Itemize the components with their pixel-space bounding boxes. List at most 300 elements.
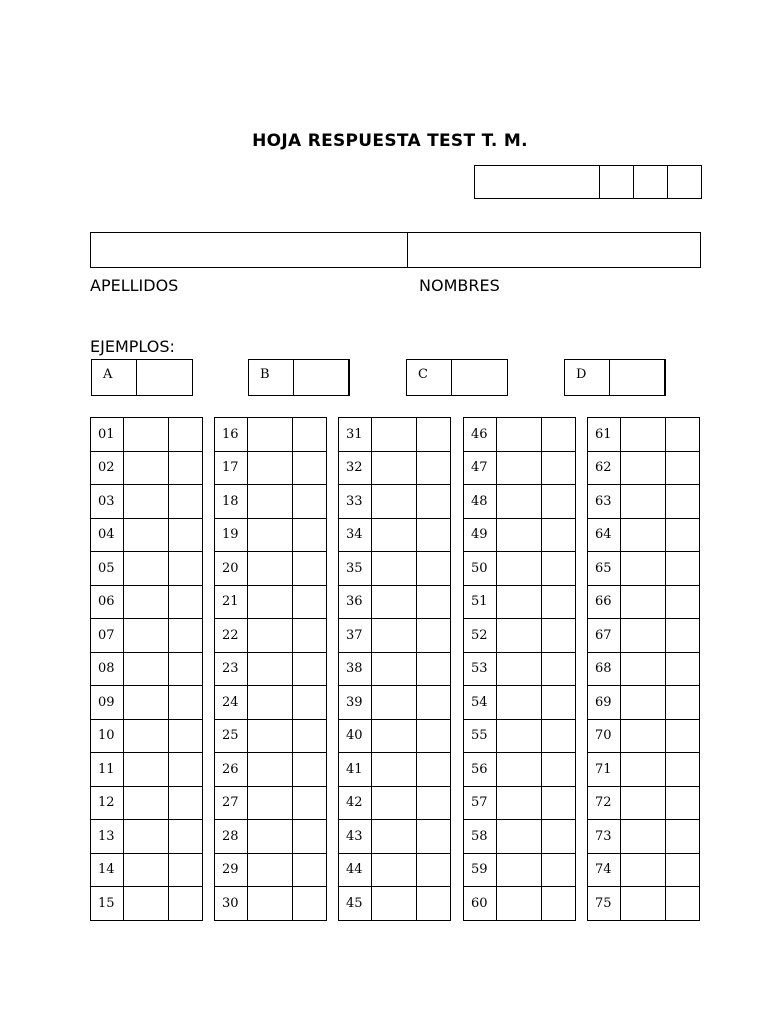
question-number: 24 (215, 686, 248, 720)
example-box-c (406, 359, 508, 396)
answer-cell[interactable] (497, 518, 542, 552)
question-number: 22 (215, 619, 248, 653)
answer-cell[interactable] (372, 853, 417, 887)
question-number: 43 (339, 820, 372, 854)
id-digit-cell[interactable] (600, 166, 634, 198)
answer-check-cell[interactable] (169, 786, 203, 820)
answer-cell[interactable] (372, 585, 417, 619)
answer-cell[interactable] (497, 853, 542, 887)
question-number: 21 (215, 585, 248, 619)
id-digit-cell[interactable] (634, 166, 668, 198)
answer-cell[interactable] (621, 652, 666, 686)
answer-check-cell[interactable] (542, 552, 576, 586)
question-number: 67 (588, 619, 621, 653)
answer-cell[interactable] (248, 820, 293, 854)
answer-row (588, 887, 700, 921)
question-number: 47 (464, 451, 497, 485)
answer-row (464, 887, 576, 921)
answer-row (215, 585, 327, 619)
answer-check-cell[interactable] (666, 451, 700, 485)
answer-cell[interactable] (621, 418, 666, 452)
answer-row (339, 518, 451, 552)
answer-check-cell[interactable] (293, 686, 327, 720)
question-number: 63 (588, 485, 621, 519)
answer-row (215, 485, 327, 519)
answer-cell[interactable] (372, 719, 417, 753)
question-number: 03 (91, 485, 124, 519)
answer-check-cell[interactable] (169, 753, 203, 787)
question-number: 51 (464, 585, 497, 619)
answer-row (339, 652, 451, 686)
answer-row (91, 518, 203, 552)
answer-row (588, 485, 700, 519)
question-number: 73 (588, 820, 621, 854)
answer-column-2 (214, 417, 327, 921)
answer-check-cell[interactable] (169, 552, 203, 586)
answer-row (339, 719, 451, 753)
answer-check-cell[interactable] (169, 585, 203, 619)
answer-row (91, 686, 203, 720)
answer-cell[interactable] (497, 451, 542, 485)
answer-cell[interactable] (248, 652, 293, 686)
answer-check-cell[interactable] (293, 786, 327, 820)
answer-cell[interactable] (621, 887, 666, 921)
answer-check-cell[interactable] (666, 887, 700, 921)
id-digit-cell[interactable] (668, 166, 701, 198)
example-box-d (564, 359, 666, 396)
answer-row (588, 652, 700, 686)
answer-cell[interactable] (248, 552, 293, 586)
answer-row (215, 652, 327, 686)
answer-row (215, 619, 327, 653)
question-number: 57 (464, 786, 497, 820)
answer-cell[interactable] (621, 619, 666, 653)
answer-check-cell[interactable] (666, 619, 700, 653)
id-code-field[interactable] (475, 166, 600, 198)
answer-check-cell[interactable] (293, 451, 327, 485)
answer-row (464, 485, 576, 519)
answer-cell[interactable] (248, 418, 293, 452)
answer-check-cell[interactable] (417, 619, 451, 653)
answer-check-cell[interactable] (417, 753, 451, 787)
answer-check-cell[interactable] (169, 853, 203, 887)
answer-check-cell[interactable] (417, 585, 451, 619)
answer-column-3 (338, 417, 451, 921)
answer-cell[interactable] (372, 518, 417, 552)
answer-check-cell[interactable] (417, 652, 451, 686)
answer-cell[interactable] (372, 786, 417, 820)
answer-row (464, 719, 576, 753)
answer-cell[interactable] (497, 585, 542, 619)
answer-check-cell[interactable] (417, 518, 451, 552)
answer-cell[interactable] (621, 451, 666, 485)
answer-check-cell[interactable] (542, 652, 576, 686)
question-number: 46 (464, 418, 497, 452)
question-number: 35 (339, 552, 372, 586)
answer-row (464, 451, 576, 485)
answer-cell[interactable] (497, 619, 542, 653)
answer-check-cell[interactable] (417, 887, 451, 921)
answer-check-cell[interactable] (293, 853, 327, 887)
answer-check-cell[interactable] (666, 686, 700, 720)
answer-row (464, 585, 576, 619)
answer-cell[interactable] (124, 652, 169, 686)
answer-cell[interactable] (372, 418, 417, 452)
answer-cell[interactable] (372, 451, 417, 485)
answer-cell[interactable] (497, 887, 542, 921)
answer-check-cell[interactable] (417, 485, 451, 519)
answer-row (91, 418, 203, 452)
answer-cell[interactable] (124, 753, 169, 787)
answer-check-cell[interactable] (417, 451, 451, 485)
answer-row (215, 853, 327, 887)
question-number: 48 (464, 485, 497, 519)
question-number: 02 (91, 451, 124, 485)
answer-cell[interactable] (497, 719, 542, 753)
answer-row (91, 853, 203, 887)
question-number: 61 (588, 418, 621, 452)
answer-cell[interactable] (124, 518, 169, 552)
answer-cell[interactable] (372, 652, 417, 686)
answer-column-1 (90, 417, 203, 921)
answer-cell[interactable] (248, 619, 293, 653)
answer-cell[interactable] (124, 820, 169, 854)
question-number: 45 (339, 887, 372, 921)
question-number: 19 (215, 518, 248, 552)
question-number: 42 (339, 786, 372, 820)
question-number: 40 (339, 719, 372, 753)
answer-cell[interactable] (372, 820, 417, 854)
answer-check-cell[interactable] (169, 518, 203, 552)
answer-cell[interactable] (124, 686, 169, 720)
answer-row (91, 887, 203, 921)
answer-row (464, 686, 576, 720)
answer-check-cell[interactable] (666, 719, 700, 753)
answer-cell[interactable] (248, 518, 293, 552)
answer-cell[interactable] (621, 820, 666, 854)
answer-row (588, 753, 700, 787)
question-number: 26 (215, 753, 248, 787)
answer-cell[interactable] (497, 686, 542, 720)
answer-row (91, 451, 203, 485)
answer-cell[interactable] (124, 719, 169, 753)
answer-cell[interactable] (497, 418, 542, 452)
id-code-box[interactable] (474, 165, 702, 199)
answer-row (339, 753, 451, 787)
answer-row (215, 451, 327, 485)
answer-cell[interactable] (621, 753, 666, 787)
answer-cell[interactable] (248, 585, 293, 619)
answer-check-cell[interactable] (666, 652, 700, 686)
answer-cell[interactable] (248, 686, 293, 720)
question-number: 25 (215, 719, 248, 753)
question-number: 59 (464, 853, 497, 887)
answer-row (588, 518, 700, 552)
answer-cell[interactable] (248, 853, 293, 887)
answer-row (464, 786, 576, 820)
question-number: 56 (464, 753, 497, 787)
answer-cell[interactable] (497, 753, 542, 787)
answer-row (339, 887, 451, 921)
question-number: 30 (215, 887, 248, 921)
question-number: 49 (464, 518, 497, 552)
answer-cell[interactable] (621, 719, 666, 753)
question-number: 58 (464, 820, 497, 854)
question-number: 34 (339, 518, 372, 552)
answer-cell[interactable] (372, 887, 417, 921)
answer-check-cell[interactable] (169, 652, 203, 686)
answer-check-cell[interactable] (293, 887, 327, 921)
answer-check-cell[interactable] (169, 719, 203, 753)
question-number: 62 (588, 451, 621, 485)
answer-cell[interactable] (497, 652, 542, 686)
question-number: 29 (215, 853, 248, 887)
answer-cell[interactable] (621, 853, 666, 887)
answer-check-cell[interactable] (417, 820, 451, 854)
answer-cell[interactable] (621, 518, 666, 552)
answer-row (588, 552, 700, 586)
question-number: 20 (215, 552, 248, 586)
answer-check-cell[interactable] (417, 853, 451, 887)
answer-row (588, 719, 700, 753)
answer-cell[interactable] (372, 485, 417, 519)
answer-cell[interactable] (497, 786, 542, 820)
example-answer-cell[interactable] (294, 360, 348, 395)
example-letter: D (565, 360, 610, 395)
example-answer-cell[interactable] (452, 360, 507, 395)
answer-cell[interactable] (497, 820, 542, 854)
question-number: 07 (91, 619, 124, 653)
answer-check-cell[interactable] (169, 820, 203, 854)
answer-cell[interactable] (248, 719, 293, 753)
question-number: 70 (588, 719, 621, 753)
answer-cell[interactable] (248, 753, 293, 787)
nombres-label: NOMBRES (419, 276, 500, 295)
answer-cell[interactable] (248, 451, 293, 485)
answer-cell[interactable] (124, 619, 169, 653)
answer-check-cell[interactable] (666, 418, 700, 452)
answer-check-cell[interactable] (666, 485, 700, 519)
answer-check-cell[interactable] (666, 820, 700, 854)
answer-check-cell[interactable] (293, 585, 327, 619)
answer-cell[interactable] (372, 552, 417, 586)
answer-cell[interactable] (621, 585, 666, 619)
answer-cell[interactable] (497, 552, 542, 586)
question-number: 10 (91, 719, 124, 753)
answer-check-cell[interactable] (666, 518, 700, 552)
answer-check-cell[interactable] (293, 753, 327, 787)
example-answer-cell[interactable] (137, 360, 192, 395)
question-number: 38 (339, 652, 372, 686)
example-letter: C (407, 360, 452, 395)
answer-row (215, 518, 327, 552)
answer-column-4 (463, 417, 576, 921)
answer-check-cell[interactable] (417, 786, 451, 820)
answer-cell[interactable] (124, 552, 169, 586)
answer-row (464, 820, 576, 854)
question-number: 28 (215, 820, 248, 854)
answer-check-cell[interactable] (666, 853, 700, 887)
answer-check-cell[interactable] (542, 418, 576, 452)
answer-check-cell[interactable] (542, 518, 576, 552)
answer-row (464, 418, 576, 452)
question-number: 65 (588, 552, 621, 586)
answer-check-cell[interactable] (417, 418, 451, 452)
answer-cell[interactable] (621, 786, 666, 820)
question-number: 13 (91, 820, 124, 854)
answer-cell[interactable] (372, 619, 417, 653)
answer-cell[interactable] (497, 485, 542, 519)
answer-check-cell[interactable] (542, 820, 576, 854)
nombres-field[interactable] (408, 233, 700, 267)
answer-row (215, 820, 327, 854)
question-number: 11 (91, 753, 124, 787)
question-number: 05 (91, 552, 124, 586)
answer-check-cell[interactable] (293, 652, 327, 686)
answer-cell[interactable] (124, 418, 169, 452)
question-number: 41 (339, 753, 372, 787)
answer-check-cell[interactable] (293, 619, 327, 653)
answer-check-cell[interactable] (417, 552, 451, 586)
question-number: 18 (215, 485, 248, 519)
question-number: 15 (91, 887, 124, 921)
answer-row (588, 418, 700, 452)
answer-row (588, 786, 700, 820)
answer-row (91, 552, 203, 586)
question-number: 75 (588, 887, 621, 921)
answer-check-cell[interactable] (169, 451, 203, 485)
question-number: 39 (339, 686, 372, 720)
answer-check-cell[interactable] (542, 485, 576, 519)
answer-check-cell[interactable] (542, 451, 576, 485)
answer-check-cell[interactable] (293, 418, 327, 452)
answer-cell[interactable] (621, 552, 666, 586)
answer-cell[interactable] (621, 686, 666, 720)
answer-cell[interactable] (248, 786, 293, 820)
question-number: 36 (339, 585, 372, 619)
example-box-b (248, 359, 350, 396)
answer-check-cell[interactable] (417, 719, 451, 753)
answer-cell[interactable] (124, 887, 169, 921)
answer-row (339, 485, 451, 519)
answer-row (588, 853, 700, 887)
answer-check-cell[interactable] (542, 853, 576, 887)
question-number: 44 (339, 853, 372, 887)
question-number: 72 (588, 786, 621, 820)
answer-check-cell[interactable] (169, 485, 203, 519)
page-title: HOJA RESPUESTA TEST T. M. (252, 131, 528, 151)
answer-cell[interactable] (124, 585, 169, 619)
answer-row (339, 686, 451, 720)
answer-row (464, 619, 576, 653)
answer-check-cell[interactable] (169, 418, 203, 452)
answer-cell[interactable] (372, 686, 417, 720)
answer-check-cell[interactable] (169, 619, 203, 653)
answer-check-cell[interactable] (417, 686, 451, 720)
answer-check-cell[interactable] (542, 686, 576, 720)
question-number: 71 (588, 753, 621, 787)
answer-row (588, 686, 700, 720)
answer-check-cell[interactable] (666, 753, 700, 787)
answer-cell[interactable] (124, 853, 169, 887)
question-number: 50 (464, 552, 497, 586)
question-number: 66 (588, 585, 621, 619)
answer-row (464, 552, 576, 586)
answer-row (91, 753, 203, 787)
answer-row (215, 719, 327, 753)
answer-row (339, 552, 451, 586)
answer-row (91, 619, 203, 653)
name-fields (90, 232, 701, 268)
question-number: 69 (588, 686, 621, 720)
answer-row (464, 518, 576, 552)
answer-row (215, 887, 327, 921)
question-number: 16 (215, 418, 248, 452)
answer-check-cell[interactable] (293, 719, 327, 753)
answer-check-cell[interactable] (293, 552, 327, 586)
question-number: 53 (464, 652, 497, 686)
answer-check-cell[interactable] (666, 786, 700, 820)
example-letter: B (249, 360, 294, 395)
answer-cell[interactable] (372, 753, 417, 787)
answer-check-cell[interactable] (666, 585, 700, 619)
example-answer-cell[interactable] (610, 360, 664, 395)
answer-row (339, 418, 451, 452)
answer-row (215, 786, 327, 820)
answer-check-cell[interactable] (293, 820, 327, 854)
answer-check-cell[interactable] (666, 552, 700, 586)
answer-check-cell[interactable] (542, 585, 576, 619)
question-number: 32 (339, 451, 372, 485)
answer-check-cell[interactable] (293, 485, 327, 519)
apellidos-field[interactable] (91, 233, 408, 267)
question-number: 17 (215, 451, 248, 485)
answer-check-cell[interactable] (293, 518, 327, 552)
answer-cell[interactable] (248, 887, 293, 921)
answer-cell[interactable] (248, 485, 293, 519)
answer-cell[interactable] (124, 451, 169, 485)
question-number: 52 (464, 619, 497, 653)
question-number: 06 (91, 585, 124, 619)
answer-row (339, 786, 451, 820)
answer-row (588, 451, 700, 485)
question-number: 12 (91, 786, 124, 820)
answer-check-cell[interactable] (542, 887, 576, 921)
answer-check-cell[interactable] (542, 753, 576, 787)
answer-cell[interactable] (621, 485, 666, 519)
answer-cell[interactable] (124, 485, 169, 519)
answer-row (464, 753, 576, 787)
answer-check-cell[interactable] (542, 719, 576, 753)
question-number: 54 (464, 686, 497, 720)
ejemplos-label: EJEMPLOS: (90, 337, 175, 356)
answer-row (588, 619, 700, 653)
question-number: 14 (91, 853, 124, 887)
answer-check-cell[interactable] (542, 619, 576, 653)
question-number: 68 (588, 652, 621, 686)
answer-row (339, 619, 451, 653)
answer-check-cell[interactable] (169, 686, 203, 720)
question-number: 31 (339, 418, 372, 452)
answer-check-cell[interactable] (542, 786, 576, 820)
question-number: 74 (588, 853, 621, 887)
answer-check-cell[interactable] (169, 887, 203, 921)
example-letter: A (92, 360, 137, 395)
answer-cell[interactable] (124, 786, 169, 820)
question-number: 09 (91, 686, 124, 720)
question-number: 04 (91, 518, 124, 552)
question-number: 08 (91, 652, 124, 686)
